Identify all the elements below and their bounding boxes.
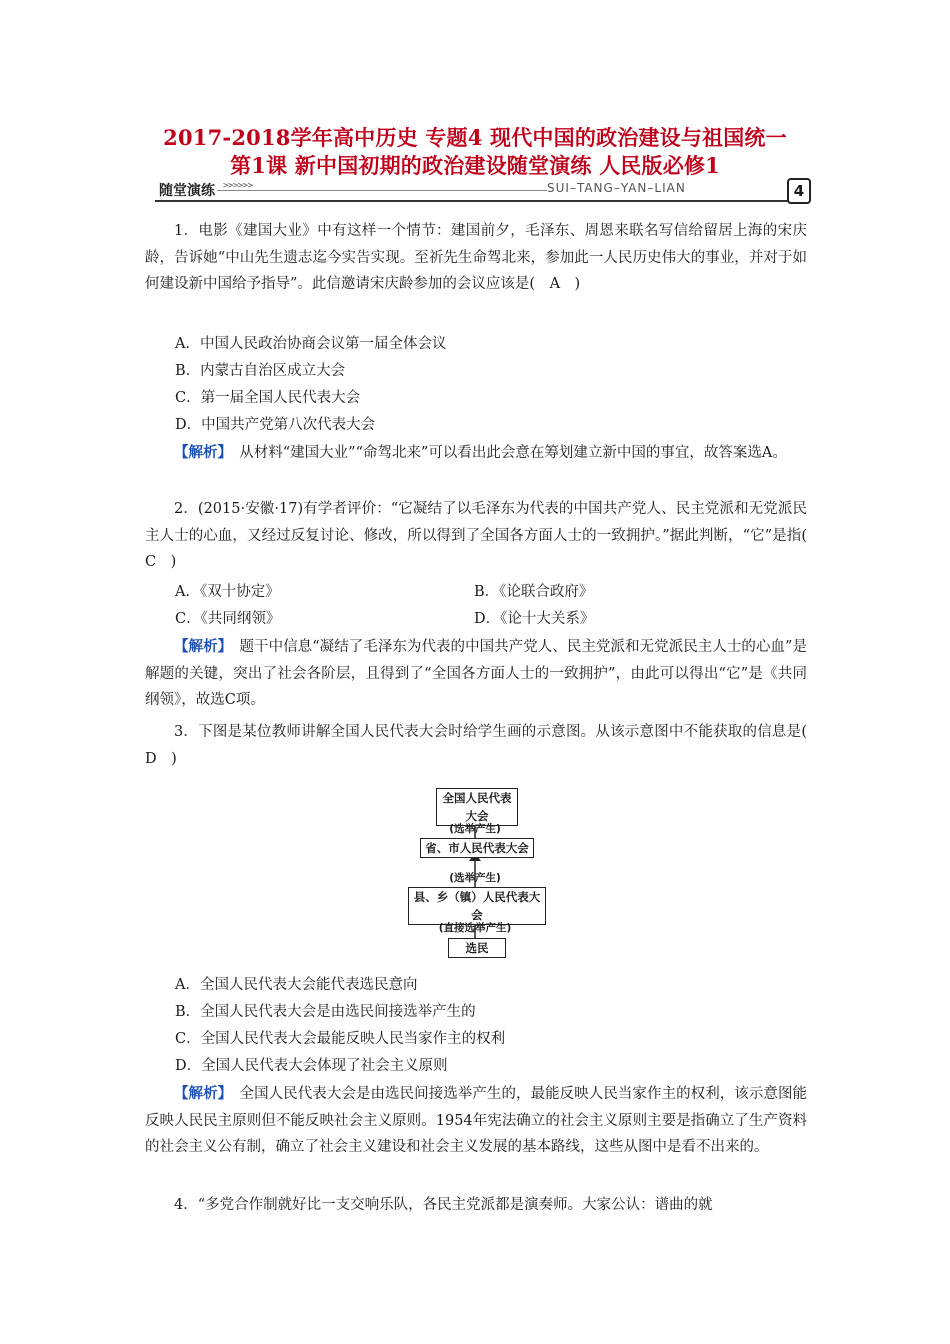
q2-analysis-text: 题干中信息“凝结了毛泽东为代表的中国共产党人、民主党派和无党派民主人士的心血”是解题的关键，突出了社会各阶层，且得到了“全国各方面人士的一致拥护”，由此可以得出“它”是《共同纲领》，故选C项。 xyxy=(145,639,808,709)
q2-option-d: D．《论十大关系》 xyxy=(474,611,595,627)
q1-analysis xyxy=(145,440,807,467)
banner-divider xyxy=(217,190,547,191)
q3-analysis-tag: 【解析】 xyxy=(174,1085,225,1102)
q2-analysis xyxy=(145,634,807,714)
q1-stem: 1．电影《建国大业》中有这样一个情节：建国前夕，毛泽东、周恩来联名写信给留居上海的宋庆龄，告诉她“中山先生遗志迄今实告实现。至祈先生命驾北来，参加此一人民历史伟大的事业，并对于如何建设新中国给予指导”。此信邀请宋庆龄参加的会议应该是( A ) xyxy=(145,223,807,293)
q3-stem: 3．下图是某位教师讲解全国人民代表大会时给学生画的示意图。从该示意图中不能获取的信息是( D ) xyxy=(145,724,822,767)
q3-option-b: B．全国人民代表大会是由选民间接选举产生的 xyxy=(175,1004,476,1020)
banner-underline xyxy=(155,200,789,202)
diagram-box-provincial-npc: 省、市人民代表大会 xyxy=(420,838,534,858)
q1-option-c: C．第一届全国人民代表大会 xyxy=(175,390,361,406)
q2-option-a: A．《双十协定》 xyxy=(175,584,280,600)
q4-stem: 4．“多党合作制就好比一支交响乐队，各民主党派都是演奏师。大家公认：谱曲的就 xyxy=(174,1197,713,1213)
section-banner xyxy=(155,178,811,206)
banner-pinyin: SUI–TANG–YAN–LIAN xyxy=(547,181,686,195)
q3-option-a: A．全国人民代表大会能代表选民意向 xyxy=(175,977,418,993)
q2-option-c: C．《共同纲领》 xyxy=(175,611,281,627)
diagram-box-voters: 选民 xyxy=(448,938,506,958)
q3-option-c: C．全国人民代表大会最能反映人民当家作主的权利 xyxy=(175,1031,506,1047)
banner-arrows-icon: >>>>>> xyxy=(223,181,253,191)
q3-analysis-text: 全国人民代表大会是由选民间接选举产生的，最能反映人民当家作主的权利，该示意图能反映人民民主原则但不能反映社会主义原则。1954年宪法确立的社会主义原则主要是指确立了生产资料的社会主义公有制，确立了社会主义建设和社会主义发展的基本路线，这些从图中是看不出来的。 xyxy=(145,1086,808,1156)
q1-option-a: A．中国人民政治协商会议第一届全体会议 xyxy=(175,336,447,352)
npc-election-diagram xyxy=(380,784,580,964)
banner-number-badge: 4 xyxy=(787,178,811,204)
q2-option-b: B．《论联合政府》 xyxy=(474,584,594,600)
diagram-label-3: (直接选举产生) xyxy=(438,922,512,934)
q2-stem: 2．(2015·安徽·17)有学者评价：“它凝结了以毛泽东为代表的中国共产党人、民主党派和无党派民主人士的心血，又经过反复讨论、修改，所以得到了全国各方面人士的一致拥护。”据此判断，“它”是指( C ) xyxy=(145,501,822,571)
q2-analysis-tag: 【解析】 xyxy=(174,638,225,655)
diagram-label-2: (选举产生) xyxy=(449,872,501,884)
q1-option-d: D．中国共产党第八次代表大会 xyxy=(175,417,376,433)
q1-option-b: B．内蒙古自治区成立大会 xyxy=(175,363,346,379)
diagram-box-national-npc: 全国人民代表大会 xyxy=(436,788,518,826)
q3-option-d: D．全国人民代表大会体现了社会主义原则 xyxy=(175,1058,448,1074)
banner-label: 随堂演练 xyxy=(159,183,215,199)
q3-analysis xyxy=(145,1081,807,1161)
document-title-line1: 2017-2018学年高中历史 专题4 现代中国的政治建设与祖国统一 xyxy=(163,125,787,150)
document-title-line2: 第1课 新中国初期的政治建设随堂演练 人民版必修1 xyxy=(230,153,720,178)
diagram-label-1: (选举产生) xyxy=(449,823,501,835)
q1-analysis-tag: 【解析】 xyxy=(174,444,225,461)
q1-analysis-text: 从材料“建国大业”“命驾北来”可以看出此会意在筹划建立新中国的事宜，故答案选A。 xyxy=(224,445,787,461)
diagram-box-county-npc: 县、乡（镇）人民代表大会 xyxy=(408,887,546,925)
